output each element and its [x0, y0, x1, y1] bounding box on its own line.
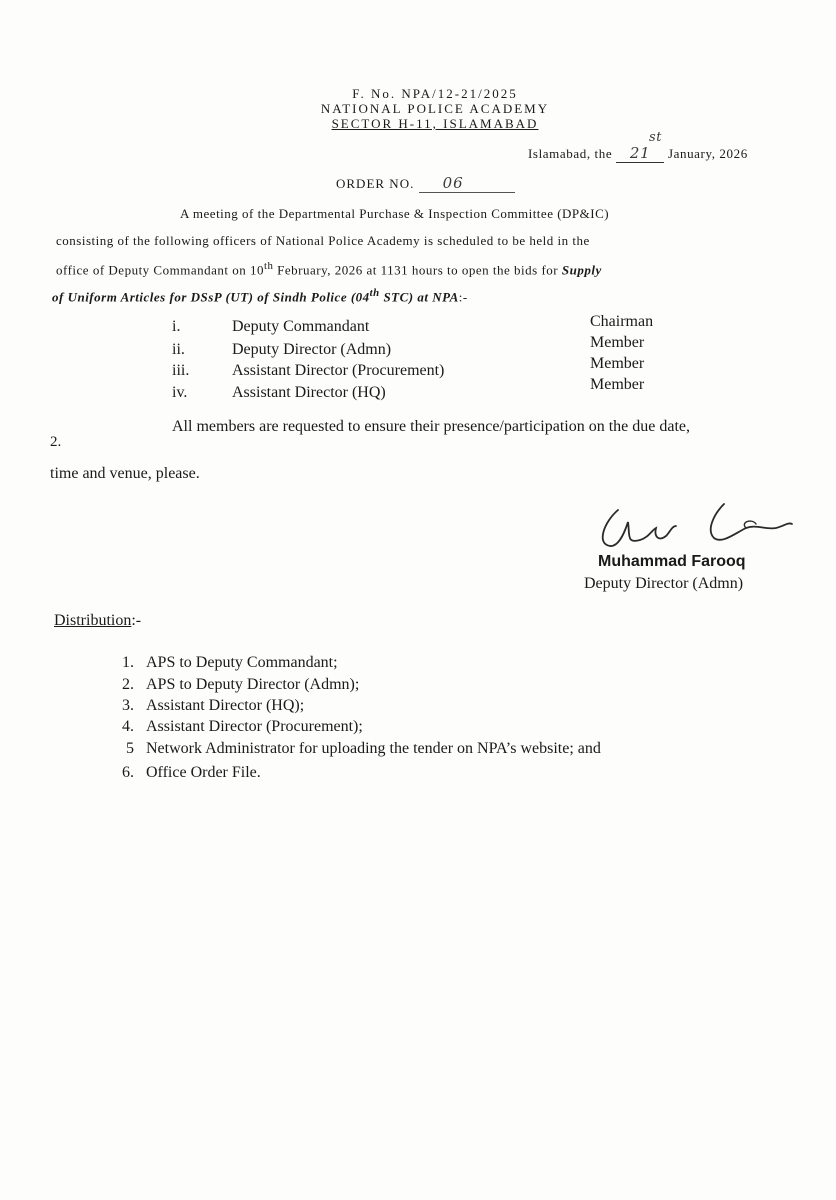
distribution-text: Network Administrator for uploading the tender on NPA’s website; and [146, 740, 601, 757]
distribution-label-suffix: :- [131, 612, 142, 629]
member-name: Assistant Director (HQ) [232, 384, 386, 401]
signatory-name: Muhammad Farooq [598, 553, 746, 570]
member-number: iii. [172, 362, 190, 379]
academy-name: NATIONAL POLICE ACADEMY [320, 101, 550, 116]
paragraph1-line4 [52, 287, 468, 305]
academy-address [250, 116, 620, 131]
distribution-text: Assistant Director (HQ); [146, 697, 305, 714]
order-label: ORDER NO. [336, 176, 415, 191]
member-name: Deputy Director (Admn) [232, 341, 392, 358]
p1-l4-end: :- [458, 289, 468, 305]
order-number-line [336, 174, 515, 193]
paragraph2-number: 2. [50, 434, 62, 450]
date-day-superscript: st [648, 130, 663, 145]
member-role: Member [590, 355, 645, 372]
distribution-text: APS to Deputy Commandant; [146, 654, 338, 671]
member-number: iv. [172, 384, 188, 401]
distribution-number: 5 [126, 740, 134, 757]
paragraph1-line1: A meeting of the Departmental Purchase & Inspection Committee (DP&IC) [180, 206, 610, 221]
distribution-text: APS to Deputy Director (Admn); [146, 676, 360, 693]
paragraph1-line2: consisting of the following officers of National Police Academy is scheduled to be held in the [56, 233, 590, 248]
paragraph2-line2: time and venue, please. [50, 465, 200, 482]
date-day-value: 21 [629, 144, 651, 162]
signature-icon [596, 500, 806, 552]
paragraph1-line3 [56, 260, 602, 278]
order-number-handwritten: 06 [419, 174, 515, 193]
distribution-number: 2. [122, 676, 134, 693]
distribution-number: 6. [122, 764, 134, 781]
paragraph2-line1: All members are requested to ensure their presence/participation on the due date, [172, 418, 691, 435]
member-role: Member [590, 376, 645, 393]
distribution-text: Assistant Director (Procurement); [146, 718, 363, 735]
distribution-number: 3. [122, 697, 134, 714]
p1-l4-sup: th [369, 287, 380, 299]
distribution-number: 1. [122, 654, 134, 671]
date-prefix: Islamabad, the [528, 146, 613, 161]
file-number: F. No. NPA/12-21/2025 [352, 86, 518, 101]
address-text: SECTOR H-11, ISLAMABAD [331, 116, 539, 131]
distribution-label-text: Distribution [54, 612, 132, 629]
signatory-title: Deputy Director (Admn) [584, 575, 744, 592]
p1-l4-a: of Uniform Articles for DSsP (UT) of Sindh Police (04 [52, 289, 370, 305]
p1-l3-a: office of Deputy Commandant on 10 [56, 262, 264, 278]
distribution-text: Office Order File. [146, 764, 261, 781]
date-day-handwritten [616, 130, 664, 163]
member-number: ii. [172, 341, 185, 358]
p1-l3-bold: Supply [561, 262, 602, 278]
member-role: Chairman [590, 313, 654, 330]
member-role: Member [590, 334, 645, 351]
member-name: Assistant Director (Procurement) [232, 362, 445, 379]
p1-l3-b: February, 2026 at 1131 hours to open the bids for [273, 262, 562, 278]
member-name: Deputy Commandant [232, 318, 370, 335]
date-line [528, 130, 748, 163]
member-number: i. [172, 318, 181, 335]
p1-l3-sup: th [263, 260, 274, 272]
distribution-label [54, 612, 141, 630]
date-suffix: January, 2026 [667, 146, 748, 161]
distribution-number: 4. [122, 718, 134, 735]
p1-l4-b: STC) at NPA [379, 289, 459, 305]
